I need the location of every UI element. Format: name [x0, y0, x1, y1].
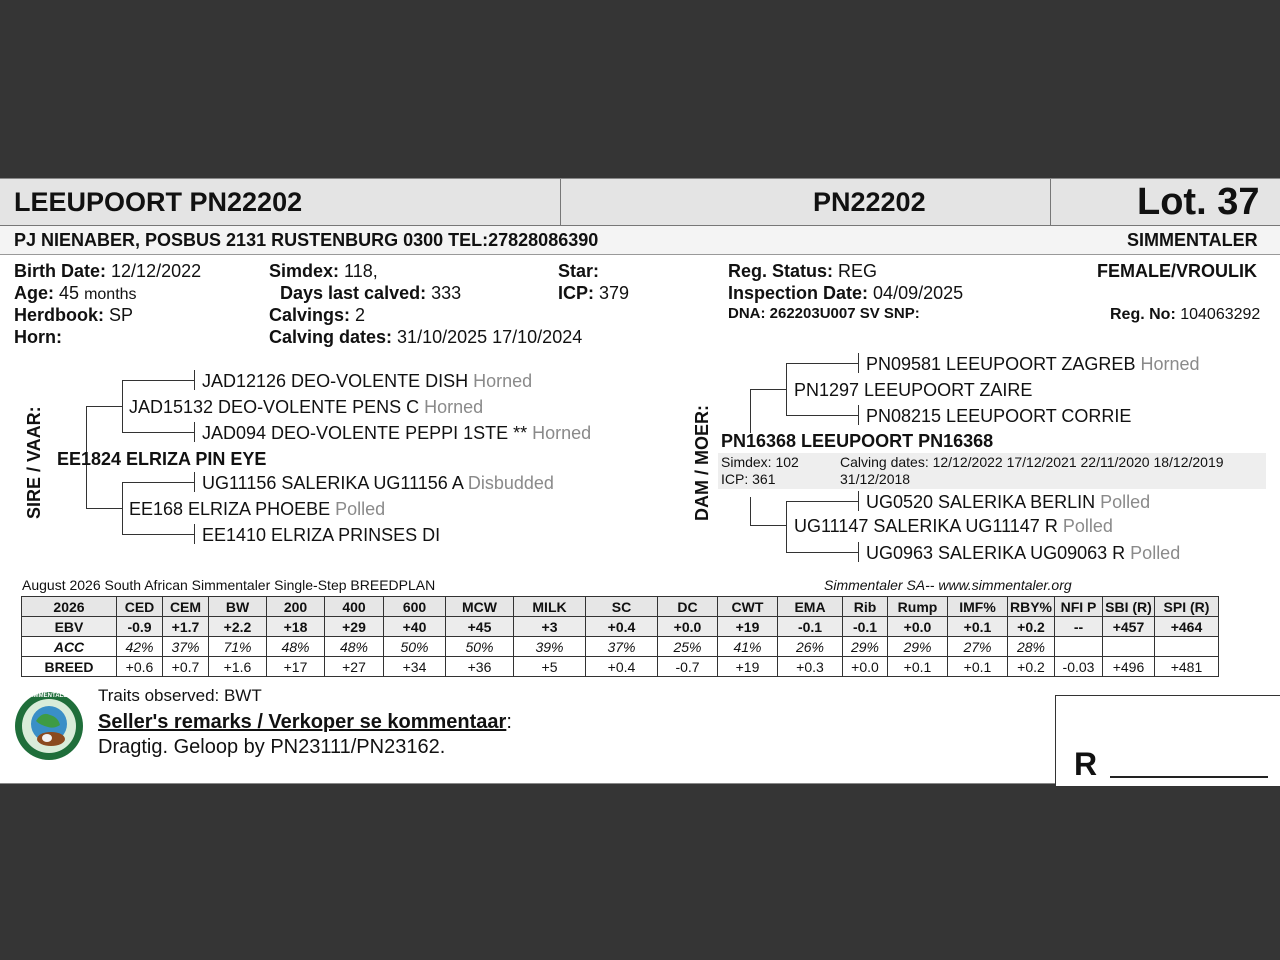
seller-address: PJ NIENABER, POSBUS 2131 RUSTENBURG 0300 TEL:27828086390 [14, 230, 599, 250]
dam-sire-dam: PN08215 LEEUPOORT CORRIE [866, 406, 1132, 426]
columns-cell: NFI P [1055, 597, 1103, 617]
sire-dam: EE168 ELRIZA PHOEBE Polled [129, 499, 386, 519]
columns-cell: CWT [718, 597, 778, 617]
columns-cell: SC [586, 597, 658, 617]
header-bar [0, 179, 1280, 226]
acc-cell: 28% [1008, 637, 1055, 657]
acc-cell: 50% [384, 637, 446, 657]
acc-cell: 37% [586, 637, 658, 657]
ebv-cell: +18 [267, 617, 325, 637]
ebv-row [22, 617, 1219, 637]
breedplan-caption: August 2026 South African Simmentaler Single-Step BREEDPLAN [22, 577, 436, 593]
lot-card [0, 178, 1280, 784]
dna-info: DNA: 262203U007 SV SNP: [728, 305, 920, 322]
sire-dam-dam: EE1410 ELRIZA PRINSES DI [202, 525, 441, 545]
ebv-cell: -- [1055, 617, 1103, 637]
columns-cell: CED [117, 597, 163, 617]
breed-cell: +5 [514, 657, 586, 677]
ebv-cell: EBV [22, 617, 117, 637]
columns-cell: 400 [325, 597, 384, 617]
ebv-header-row [22, 597, 1219, 617]
columns-cell: MILK [514, 597, 586, 617]
ebv-cell: +457 [1103, 617, 1155, 637]
acc-cell: 25% [658, 637, 718, 657]
ebv-cell: +1.7 [163, 617, 209, 637]
ebv-cell: +45 [446, 617, 514, 637]
columns-cell: DC [658, 597, 718, 617]
acc-cell: 71% [209, 637, 267, 657]
reg-status: Reg. Status: REG [728, 261, 878, 281]
acc-cell: 29% [843, 637, 888, 657]
reg-no: Reg. No: 104063292 [1110, 306, 1261, 323]
breedplan-site: Simmentaler SA-- www.simmentaler.org [824, 577, 1072, 593]
bid-line [1110, 776, 1268, 778]
lot-number: Lot. 37 [1137, 181, 1260, 223]
columns-cell: EMA [778, 597, 843, 617]
ebv-table [21, 596, 1219, 677]
breed-name: SIMMENTALER [1127, 230, 1258, 250]
acc-cell: 42% [117, 637, 163, 657]
breed-cell: +27 [325, 657, 384, 677]
ebv-cell: +0.0 [888, 617, 948, 637]
breed-cell: +0.4 [586, 657, 658, 677]
dam-stats-box [718, 453, 1266, 489]
remarks-text: Dragtig. Geloop by PN23111/PN23162. [98, 736, 446, 758]
breed-cell: +0.6 [117, 657, 163, 677]
acc-cell: 27% [948, 637, 1008, 657]
acc-cell: ACC [22, 637, 117, 657]
breed-cell: +1.6 [209, 657, 267, 677]
ebv-cell: -0.1 [778, 617, 843, 637]
ebv-cell: +2.2 [209, 617, 267, 637]
sire-sire-dam: JAD094 DEO-VOLENTE PEPPI 1STE ** Horned [202, 423, 592, 443]
dam-simdex: Simdex: 102 [721, 454, 799, 470]
herdbook: Herdbook: SP [14, 305, 134, 325]
acc-cell: 41% [718, 637, 778, 657]
calving-dates: Calving dates: 31/10/2025 17/10/2024 [269, 327, 583, 347]
acc-cell [1055, 637, 1103, 657]
columns-cell: MCW [446, 597, 514, 617]
dam-dam-sire: UG0520 SALERIKA BERLIN Polled [866, 492, 1151, 512]
bid-box [1055, 695, 1280, 787]
simmentaler-logo: SIMMENTALER [14, 691, 84, 761]
breed-cell: -0.7 [658, 657, 718, 677]
columns-cell: CEM [163, 597, 209, 617]
breed-cell: +17 [267, 657, 325, 677]
breed-cell: BREED [22, 657, 117, 677]
ebv-cell: +0.1 [948, 617, 1008, 637]
sire-name: EE1824 ELRIZA PIN EYE [57, 449, 267, 469]
horn: Horn: [14, 327, 62, 347]
ebv-cell: +464 [1155, 617, 1219, 637]
dam-icp: ICP: 361 [721, 471, 776, 487]
columns-cell: Rib [843, 597, 888, 617]
ebv-cell: -0.9 [117, 617, 163, 637]
ebv-cell: -0.1 [843, 617, 888, 637]
columns-cell: 2026 [22, 597, 117, 617]
acc-cell: 50% [446, 637, 514, 657]
columns-cell: BW [209, 597, 267, 617]
traits-observed: Traits observed: BWT [98, 686, 262, 705]
animal-id: PN22202 [813, 187, 926, 217]
breed-cell: +0.2 [1008, 657, 1055, 677]
inspection-date: Inspection Date: 04/09/2025 [728, 283, 964, 303]
sire-label: SIRE / VAAR: [24, 406, 44, 519]
dam-calving-dates-cont: 31/12/2018 [840, 471, 911, 487]
breed-cell: +34 [384, 657, 446, 677]
ebv-cell: +40 [384, 617, 446, 637]
columns-cell: SPI (R) [1155, 597, 1219, 617]
sire-sire-sire: JAD12126 DEO-VOLENTE DISH Horned [202, 371, 533, 391]
animal-name: LEEUPOORT PN22202 [14, 187, 303, 217]
remarks-heading: Seller's remarks / Verkoper se kommentaar: [98, 711, 512, 733]
columns-cell: 600 [384, 597, 446, 617]
ebv-cell: +3 [514, 617, 586, 637]
days-last-calved: Days last calved: 333 [280, 283, 462, 303]
columns-cell: IMF% [948, 597, 1008, 617]
acc-cell: 29% [888, 637, 948, 657]
breed-cell: +496 [1103, 657, 1155, 677]
age: Age: 45 months [14, 283, 137, 303]
acc-cell [1103, 637, 1155, 657]
ebv-cell: +0.0 [658, 617, 718, 637]
star: Star: [558, 261, 600, 281]
calvings: Calvings: 2 [269, 305, 366, 325]
sire-dam-sire: UG11156 SALERIKA UG11156 A Disbudded [202, 473, 554, 493]
acc-cell: 48% [325, 637, 384, 657]
ebv-cell: +0.2 [1008, 617, 1055, 637]
dam-sire-sire: PN09581 LEEUPOORT ZAGREB Horned [866, 354, 1200, 374]
breed-cell: +0.1 [948, 657, 1008, 677]
breed-cell: +0.7 [163, 657, 209, 677]
acc-cell: 37% [163, 637, 209, 657]
breed-cell: +36 [446, 657, 514, 677]
ebv-cell: +19 [718, 617, 778, 637]
columns-cell: SBI (R) [1103, 597, 1155, 617]
columns-cell: Rump [888, 597, 948, 617]
birth-date: Birth Date: 12/12/2022 [14, 261, 202, 281]
columns-cell: 200 [267, 597, 325, 617]
breed-cell: +0.0 [843, 657, 888, 677]
breed-cell: +0.1 [888, 657, 948, 677]
acc-cell: 39% [514, 637, 586, 657]
sex: FEMALE/VROULIK [1097, 261, 1257, 281]
breed-cell: +0.3 [778, 657, 843, 677]
icp: ICP: 379 [558, 283, 630, 303]
bid-r-label: R [1074, 746, 1098, 782]
ebv-cell: +29 [325, 617, 384, 637]
dam-sire: PN1297 LEEUPOORT ZAIRE [794, 380, 1033, 400]
dam-label: DAM / MOER: [692, 405, 712, 521]
dam-name: PN16368 LEEUPOORT PN16368 [721, 431, 994, 451]
simdex: Simdex: 118, [269, 261, 378, 281]
breed-cell: +481 [1155, 657, 1219, 677]
acc-cell [1155, 637, 1219, 657]
acc-cell: 48% [267, 637, 325, 657]
ebv-cell: +0.4 [586, 617, 658, 637]
acc-cell: 26% [778, 637, 843, 657]
breed-cell: -0.03 [1055, 657, 1103, 677]
dam-dam-dam: UG0963 SALERIKA UG09063 R Polled [866, 543, 1181, 563]
seller-bar [0, 226, 1280, 255]
sire-sire: JAD15132 DEO-VOLENTE PENS C Horned [129, 397, 484, 417]
acc-row [22, 637, 1219, 657]
breed-average-row [22, 657, 1219, 677]
dam-dam: UG11147 SALERIKA UG11147 R Polled [794, 516, 1113, 536]
dam-calving-dates: Calving dates: 12/12/2022 17/12/2021 22/11/2020 18/12/2019 [840, 454, 1224, 470]
columns-cell: RBY% [1008, 597, 1055, 617]
breed-cell: +19 [718, 657, 778, 677]
